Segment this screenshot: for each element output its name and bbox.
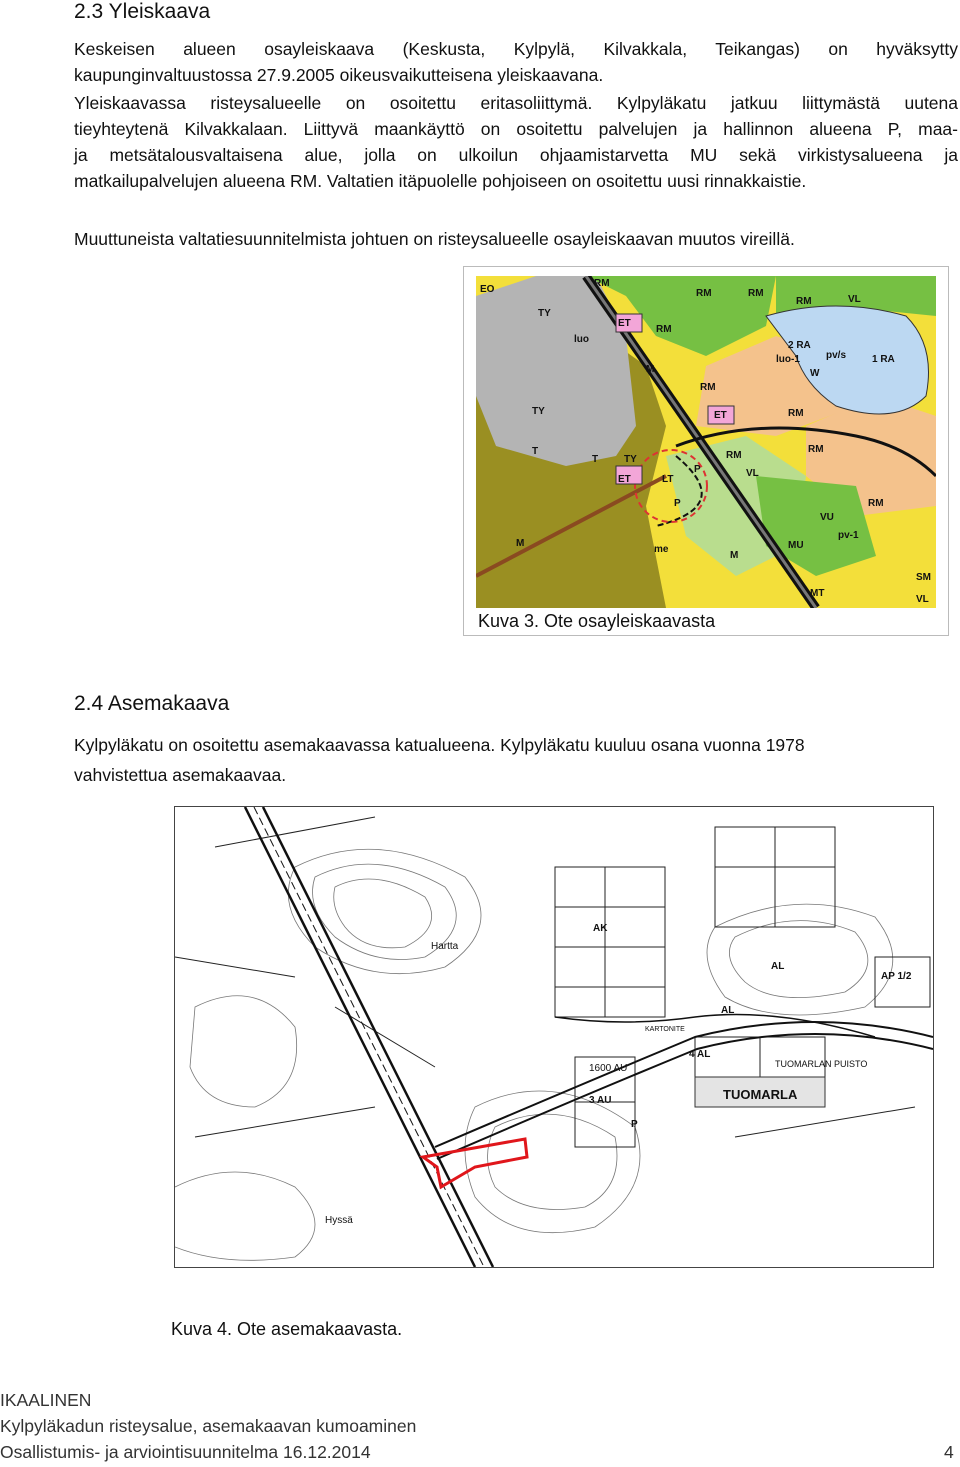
map-label: VU: [820, 512, 834, 523]
map-label: P: [674, 498, 681, 509]
plan-label: 4 AL: [689, 1049, 711, 1060]
map-label: VL: [848, 294, 861, 305]
map-label: T: [532, 446, 539, 457]
map-label: RM: [868, 498, 884, 509]
map-label: LT: [662, 474, 674, 485]
map-label: me: [654, 544, 669, 555]
map-label: luo-1: [776, 354, 800, 365]
section-heading-yleiskaava: 2.3 Yleiskaava: [74, 0, 211, 23]
map-label: pv-1: [838, 530, 859, 541]
paragraph-line: kaupunginvaltuustossa 27.9.2005 oikeusvaikutteisena yleiskaavana.: [74, 65, 604, 85]
map-label: MU: [788, 540, 804, 551]
plan-label: 3 AU: [589, 1095, 612, 1106]
map-label: VL: [746, 468, 759, 479]
paragraph-line: Yleiskaavassa risteysalueelle on osoitettu eritasoliittymä. Kylpyläkatu jatkuu liittymästä uutena: [74, 93, 958, 113]
section-heading-asemakaava: 2.4 Asemakaava: [74, 692, 230, 715]
plan-label: AL: [771, 961, 785, 972]
figure-caption: Kuva 3. Ote osayleiskaavasta: [478, 611, 716, 631]
paragraph-line: vahvistettua asemakaavaa.: [74, 765, 287, 785]
paragraph-line: Keskeisen alueen osayleiskaava (Keskusta, Kylpylä, Kilvakkala, Teikangas) on hyväksytty: [74, 39, 958, 59]
paragraph-line: ja metsätalousvaltaisena alue, jolla on ulkoilun ohjaamistarvetta MU sekä virkistysalueena ja: [74, 145, 958, 165]
footer-org: IKAALINEN: [0, 1390, 92, 1410]
map-label: EO: [480, 284, 495, 295]
map-label: RM: [656, 324, 672, 335]
plan-label: TUOMARLA: [723, 1087, 798, 1102]
paragraph-line: Muuttuneista valtatiesuunnitelmista johtuen on risteysalueelle osayleiskaavan muutos vireillä.: [74, 229, 795, 249]
map-label: RM: [700, 382, 716, 393]
footer-doc: Osallistumis- ja arviointisuunnitelma 16.12.2014: [0, 1442, 371, 1462]
map-label: RM: [796, 296, 812, 307]
map-label: TY: [538, 308, 551, 319]
plan-label: 1600 AU: [589, 1063, 628, 1074]
plan-label: Hartta: [431, 941, 459, 952]
map-label: VL: [916, 594, 929, 605]
footer-title: Kylpyläkadun risteysalue, asemakaavan kumoaminen: [0, 1416, 417, 1436]
map-label: RM: [726, 450, 742, 461]
figure-caption: Kuva 4. Ote asemakaavasta.: [171, 1319, 403, 1339]
map-label: pv/s: [826, 350, 847, 361]
general-plan-map: [476, 276, 936, 608]
map-label: 2 RA: [788, 340, 811, 351]
plan-label: P: [631, 1119, 638, 1130]
map-label: T: [592, 454, 599, 465]
page-number: 4: [944, 1442, 954, 1462]
map-label: P: [694, 464, 701, 475]
paragraph-line: matkailupalvelujen alueena RM. Valtatien itäpuolelle pohjoiseen on osoitettu uusi rinnakkaistie.: [74, 171, 807, 191]
plan-label: TUOMARLAN PUISTO: [775, 1059, 868, 1069]
map-label: M: [646, 364, 655, 375]
map-label: RM: [748, 288, 764, 299]
map-label: ET: [618, 474, 631, 485]
map-label: ET: [618, 318, 631, 329]
map-label: RM: [808, 444, 824, 455]
map-label: RM: [788, 408, 804, 419]
map-label: M: [516, 538, 525, 549]
paragraph-line: tieyhteytenä Kilvakkalaan. Liittyvä maankäyttö on osoitettu palvelujen ja hallinnon alueena P, maa-: [74, 119, 958, 139]
map-label: M: [730, 550, 739, 561]
map-label: ET: [714, 410, 727, 421]
map-label: luo: [574, 334, 589, 345]
paragraph-line: Kylpyläkatu on osoitettu asemakaavassa katualueena. Kylpyläkatu kuuluu osana vuonna 1978: [74, 735, 805, 755]
map-label: TY: [624, 454, 637, 465]
map-label: RM: [696, 288, 712, 299]
plan-label: AL: [721, 1005, 735, 1016]
map-label: TY: [532, 406, 545, 417]
map-label: W: [810, 368, 820, 379]
plan-label: AP 1/2: [881, 971, 912, 982]
plan-label: AK: [593, 923, 608, 934]
plan-label: KARTONITE: [645, 1026, 685, 1033]
map-label: 1 RA: [872, 354, 895, 365]
map-label: MT: [810, 588, 825, 599]
map-label: RM: [594, 278, 610, 289]
map-label: SM: [916, 572, 931, 583]
detailed-plan-map: [175, 807, 933, 1267]
plan-label: Hyssä: [325, 1215, 353, 1226]
